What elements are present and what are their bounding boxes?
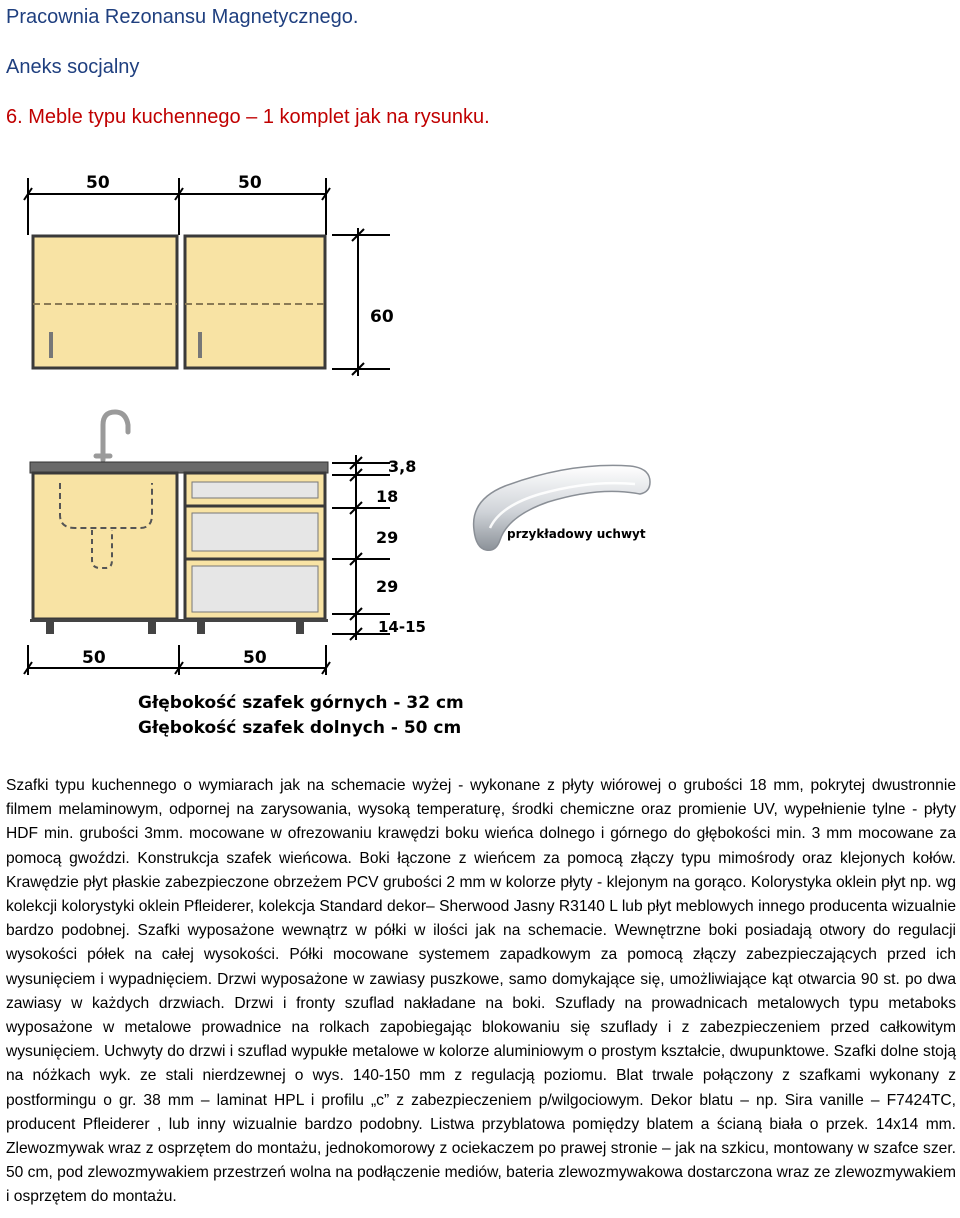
depth-lower-label: Głębokość szafek dolnych - 50 cm — [138, 718, 462, 738]
drawer2-height-label: 29 — [376, 528, 399, 547]
depth-upper-label: Głębokość szafek górnych - 32 cm — [138, 693, 464, 713]
plinth-legs — [30, 619, 328, 634]
specification-paragraph: Szafki typu kuchennego o wymiarach jak na schemacie wyżej - wykonane z płyty wiórowej o grubości 18 mm, pokrytej dwustronnie filmem melaminowym, odpornej na zarysowania, wysoką temperaturę, środki chemiczne oraz promienie UV, wypełnienie tylne - płyty HDF min. grubości 3mm. mocowane w ofrezowaniu krawędzi boku wieńca dolnego i górnego do głębokości min. 3 mm mocowane za pomocą gwoździ. Konstrukcja szafek wieńcowa. Boki łączone z wieńcem za pomocą złączy typu mimośrody oraz klejonych kołów. Krawędzie płyt płaskie zabezpieczone obrzeżem PCV grubości 2 mm w kolorze płyty - klejonym na gorąco. Kolorystyka oklein płyt np. wg kolekcji kolorystyki oklein Pfleiderer, kolekcja Standard dekor– Sherwood Jasny R3140 L lub płyt meblowych innego producenta wizualnie bardzo podobnej. Szafki wyposażone wewnątrz w półki w ilości jak na schemacie. Wewnętrzne boki posiadają otwory do regulacji wysokości półek na całej wysokości. Półki mocowane systemem zapadkowym za pomocą złączy zabezpieczających przed ich wysunięciem i wypadnięciem. Drzwi wyposażone w zawiasy puszkowe, samo domykające się, umożliwiające kąt otwarcia 90 st. po dwa zawiasy w każdych drzwiach. Drzwi i fronty szuflad nakładane na boki. Szuflady na prowadnicach metalowych typu metaboks wyposażone w metalowe prowadnice na rolkach zapobiegając blokowaniu się szuflady i z zabezpieczeniem przed całkowitym wysunięciem. Uchwyty do drzwi i szuflad wypukłe metalowe w kolorze aluminiowym o prostym kształcie, dwupunktowe. Szafki dolne stoją na nóżkach wyk. ze stali nierdzewnej o wys. 140-150 mm z regulacją poziomu. Blat trwale połączony z szafkami wykonany z postformingu o gr. 38 mm – laminat HPL i profilu „c” z zabezpieczeniem p/wilgociowym. Dekor blatu – np. Sira vanille – F7424TC, producent Pfleiderer , lub inny wizualnie bardzo podobny. Listwa przyblatowa pomiędzy blatem a ścianą biała o przek. 14x14 mm. Zlewozmywak wraz z osprzętem do montażu, jednokomorowy z ociekaczem po prawej stronie – jak na szkicu, montowany w szafce szer. 50 cm, pod zlewozmywakiem przestrzeń wolna na podłączenie mediów, bateria zlewozmywakowa dostarczona wraz ze zlewozmywakiem i osprzętem do montażu. — [6, 777, 956, 1206]
countertop-thickness-label: 3,8 — [388, 457, 417, 476]
top-width-right-label: 50 — [238, 173, 262, 193]
bottom-width-right-label: 50 — [243, 648, 267, 668]
upper-height-dimension — [332, 228, 390, 376]
upper-cabinet-right — [185, 236, 325, 368]
section-title: Aneks socjalny — [6, 56, 140, 78]
top-width-left-label: 50 — [86, 173, 110, 193]
upper-cabinet-left — [33, 236, 177, 368]
item-title: 6. Meble typu kuchennego – 1 komplet jak na rysunku. — [6, 106, 490, 128]
legs-height-label: 14-15 — [378, 618, 426, 636]
bottom-width-dimension — [24, 645, 330, 675]
handle-caption: przykładowy uchwyt — [507, 527, 646, 541]
lower-cabinet-drawers — [185, 473, 325, 619]
upper-height-label: 60 — [370, 307, 394, 327]
lower-height-dimension — [332, 455, 390, 640]
top-width-dimension — [24, 178, 330, 235]
bottom-width-left-label: 50 — [82, 648, 106, 668]
kitchen-furniture-drawing — [0, 150, 960, 750]
faucet-icon — [96, 412, 128, 460]
countertop — [30, 462, 328, 473]
drawer3-height-label: 29 — [376, 577, 399, 596]
specification-text — [6, 774, 956, 1210]
drawer1-height-label: 18 — [376, 487, 399, 506]
lower-cabinet-sink — [33, 473, 177, 619]
page-title: Pracownia Rezonansu Magnetycznego. — [6, 6, 359, 28]
